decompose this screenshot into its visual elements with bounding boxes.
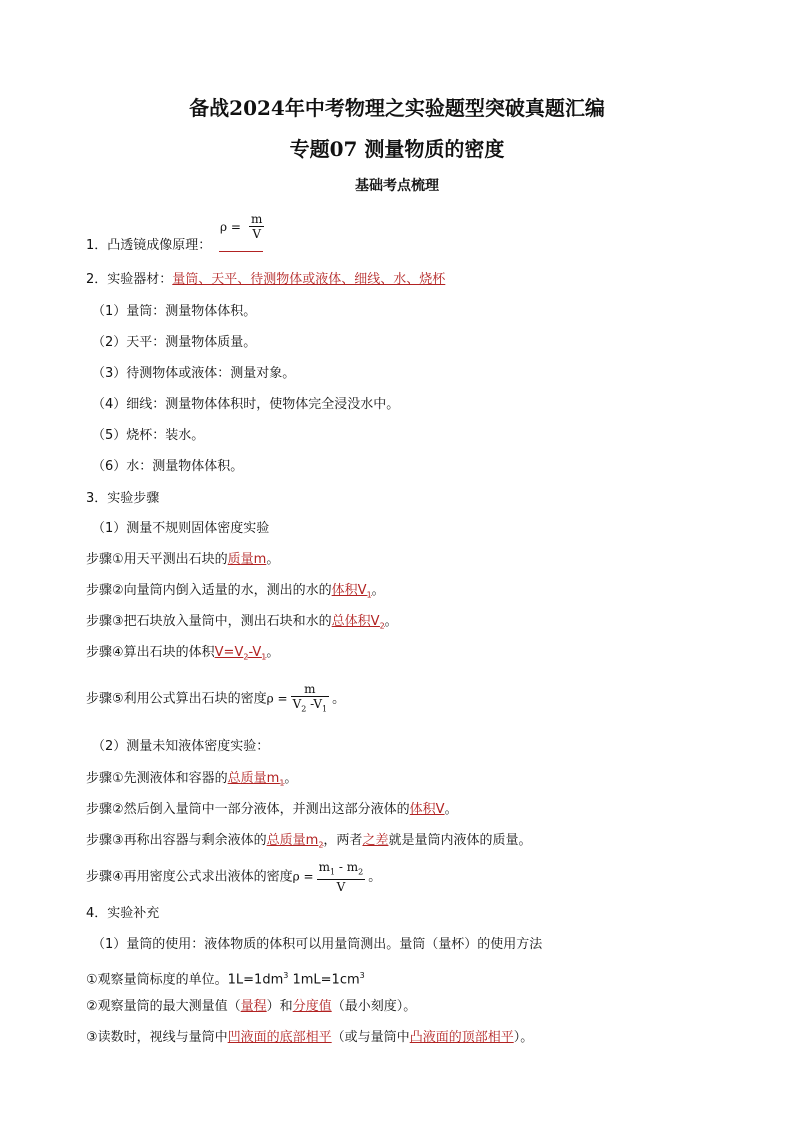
solid-step-1 [86, 552, 279, 568]
step-text: 步骤②然后倒入量筒中一部分液体，并测出这部分液体的 [86, 802, 410, 817]
step-answer [215, 645, 267, 660]
step-answer: 之差 [362, 833, 389, 848]
step-text: ①观察量筒标度的单位。1L=1dm [86, 972, 284, 988]
fraction-denominator: V [252, 227, 262, 241]
equipment-item: （5）烧杯：装水。 [92, 428, 205, 443]
density-fraction [317, 860, 366, 894]
num-subscript: 2 [358, 867, 364, 877]
answer-subscript: 1 [366, 590, 372, 600]
equipment-items: 量筒、天平、待测物体或液体、细线、水、烧杯 [172, 272, 446, 287]
rho-symbol: ρ = [292, 869, 314, 884]
step-text: 1mL=1cm [288, 972, 360, 988]
step-punct: 。 [266, 645, 280, 660]
solid-step-5 [86, 682, 345, 716]
step-text: 就是量筒内液体的质量。 [388, 833, 532, 848]
fraction-numerator [317, 860, 366, 880]
answer-text: 体积V [331, 583, 367, 598]
answer-text: -V [248, 645, 262, 660]
answer-text: 总质量m [227, 771, 280, 786]
step-punct: 。 [384, 614, 398, 629]
fraction-denominator [291, 697, 330, 716]
principle-formula [220, 212, 267, 241]
step-text: ③读数时，视线与量筒中 [86, 1030, 228, 1045]
step-answer [228, 771, 285, 786]
step-answer [332, 614, 385, 629]
den-subscript: 2 [301, 704, 307, 714]
supplement-line-4 [86, 1030, 533, 1046]
num-text: m [318, 860, 330, 874]
num-subscript: 1 [329, 867, 336, 877]
equipment-item: （1）量筒：测量物体体积。 [92, 304, 257, 319]
answer-subscript: 2 [318, 840, 324, 850]
answer-subscript: 2 [243, 652, 249, 662]
solid-heading: （1）测量不规则固体密度实验 [92, 521, 270, 536]
step-text: 步骤①先测液体和容器的 [86, 771, 228, 786]
step-answer: 体积V [409, 802, 445, 817]
rho-symbol: ρ = [220, 220, 241, 234]
supplement-line-3 [86, 999, 416, 1015]
principle-label: 1．凸透镜成像原理： [86, 238, 212, 253]
document-title: 备战2024年中考物理之实验题型突破真题汇编 [189, 96, 605, 120]
answer-subscript: 1 [279, 778, 285, 788]
liquid-step-2 [86, 802, 458, 818]
equipment-item: （3）待测物体或液体：测量对象。 [92, 366, 296, 381]
num-text: - m [335, 860, 359, 874]
answer-text: 总体积V [331, 614, 380, 629]
equipment-line [86, 272, 445, 288]
equipment-label: 2．实验器材： [86, 272, 173, 287]
answer-text: 总质量m [266, 833, 319, 848]
steps-heading: 3．实验步骤 [86, 491, 160, 506]
answer-text: V=V [214, 645, 244, 660]
superscript: 3 [283, 971, 289, 980]
density-fraction [249, 212, 264, 241]
step-punct: 。 [332, 691, 346, 707]
solid-step-2 [86, 583, 385, 604]
principle-blank-underline [219, 251, 263, 252]
principle-line [86, 238, 211, 254]
step-text: （或与量筒中 [331, 1030, 410, 1045]
step-punct: 。 [368, 869, 382, 885]
liquid-heading: （2）测量未知液体密度实验： [92, 739, 270, 754]
section-title: 基础考点梳理 [355, 178, 439, 194]
step-punct: 。 [284, 771, 298, 786]
supplement-line-1: （1）量筒的使用：液体物质的体积可以用量筒测出。量筒（量杯）的使用方法 [92, 937, 543, 952]
step-answer: 分度值 [292, 999, 332, 1014]
density-fraction [291, 682, 330, 716]
supplement-heading: 4．实验补充 [86, 906, 160, 921]
fraction-denominator: V [336, 880, 346, 895]
step-text: ）和 [266, 999, 293, 1014]
step-punct: 。 [266, 552, 280, 567]
step-answer: 凹液面的底部相平 [227, 1030, 332, 1045]
step-text: 步骤③把石块放入量筒中，测出石块和水的 [86, 614, 332, 629]
step-answer: 质量m [227, 552, 267, 567]
liquid-step-1 [86, 771, 297, 792]
step-answer [267, 833, 324, 848]
den-subscript: 1 [322, 704, 328, 714]
den-text: -V [306, 697, 323, 711]
step-answer: 凸液面的顶部相平 [409, 1030, 514, 1045]
supplement-line-2 [86, 968, 365, 988]
step-text: ，两者 [323, 833, 363, 848]
topic-title: 专题07 测量物质的密度 [289, 137, 505, 161]
step-text: 步骤④再用密度公式求出液体的密度 [86, 869, 293, 885]
answer-subscript: 2 [379, 621, 385, 631]
step-answer [332, 583, 372, 598]
step-text: ②观察量筒的最大测量值（ [86, 999, 241, 1014]
den-text: V [292, 697, 302, 711]
step-punct: 。 [444, 802, 458, 817]
fraction-numerator: m [251, 212, 263, 226]
step-text: 步骤④算出石块的体积 [86, 645, 215, 660]
step-punct: 。 [371, 583, 385, 598]
solid-step-3 [86, 614, 398, 635]
step-text: 步骤②向量筒内倒入适量的水，测出的水的 [86, 583, 332, 598]
superscript: 3 [359, 971, 365, 980]
step-text: 步骤①用天平测出石块的 [86, 552, 228, 567]
step-text: 步骤⑤利用公式算出石块的密度 [86, 691, 267, 707]
fraction-numerator: m [291, 682, 330, 697]
liquid-step-4 [86, 860, 381, 894]
equipment-item: （4）细线：测量物体体积时，使物体完全浸没水中。 [92, 397, 400, 412]
step-answer: 量程 [240, 999, 267, 1014]
equipment-item: （6）水：测量物体体积。 [92, 459, 244, 474]
step-text: 步骤③再称出容器与剩余液体的 [86, 833, 267, 848]
answer-subscript: 1 [261, 652, 267, 662]
step-text: ）。 [513, 1030, 534, 1045]
step-text: （最小刻度）。 [331, 999, 417, 1014]
solid-step-4 [86, 645, 279, 666]
rho-symbol: ρ = [266, 691, 288, 706]
equipment-item: （2）天平：测量物体质量。 [92, 335, 257, 350]
liquid-step-3 [86, 833, 531, 854]
